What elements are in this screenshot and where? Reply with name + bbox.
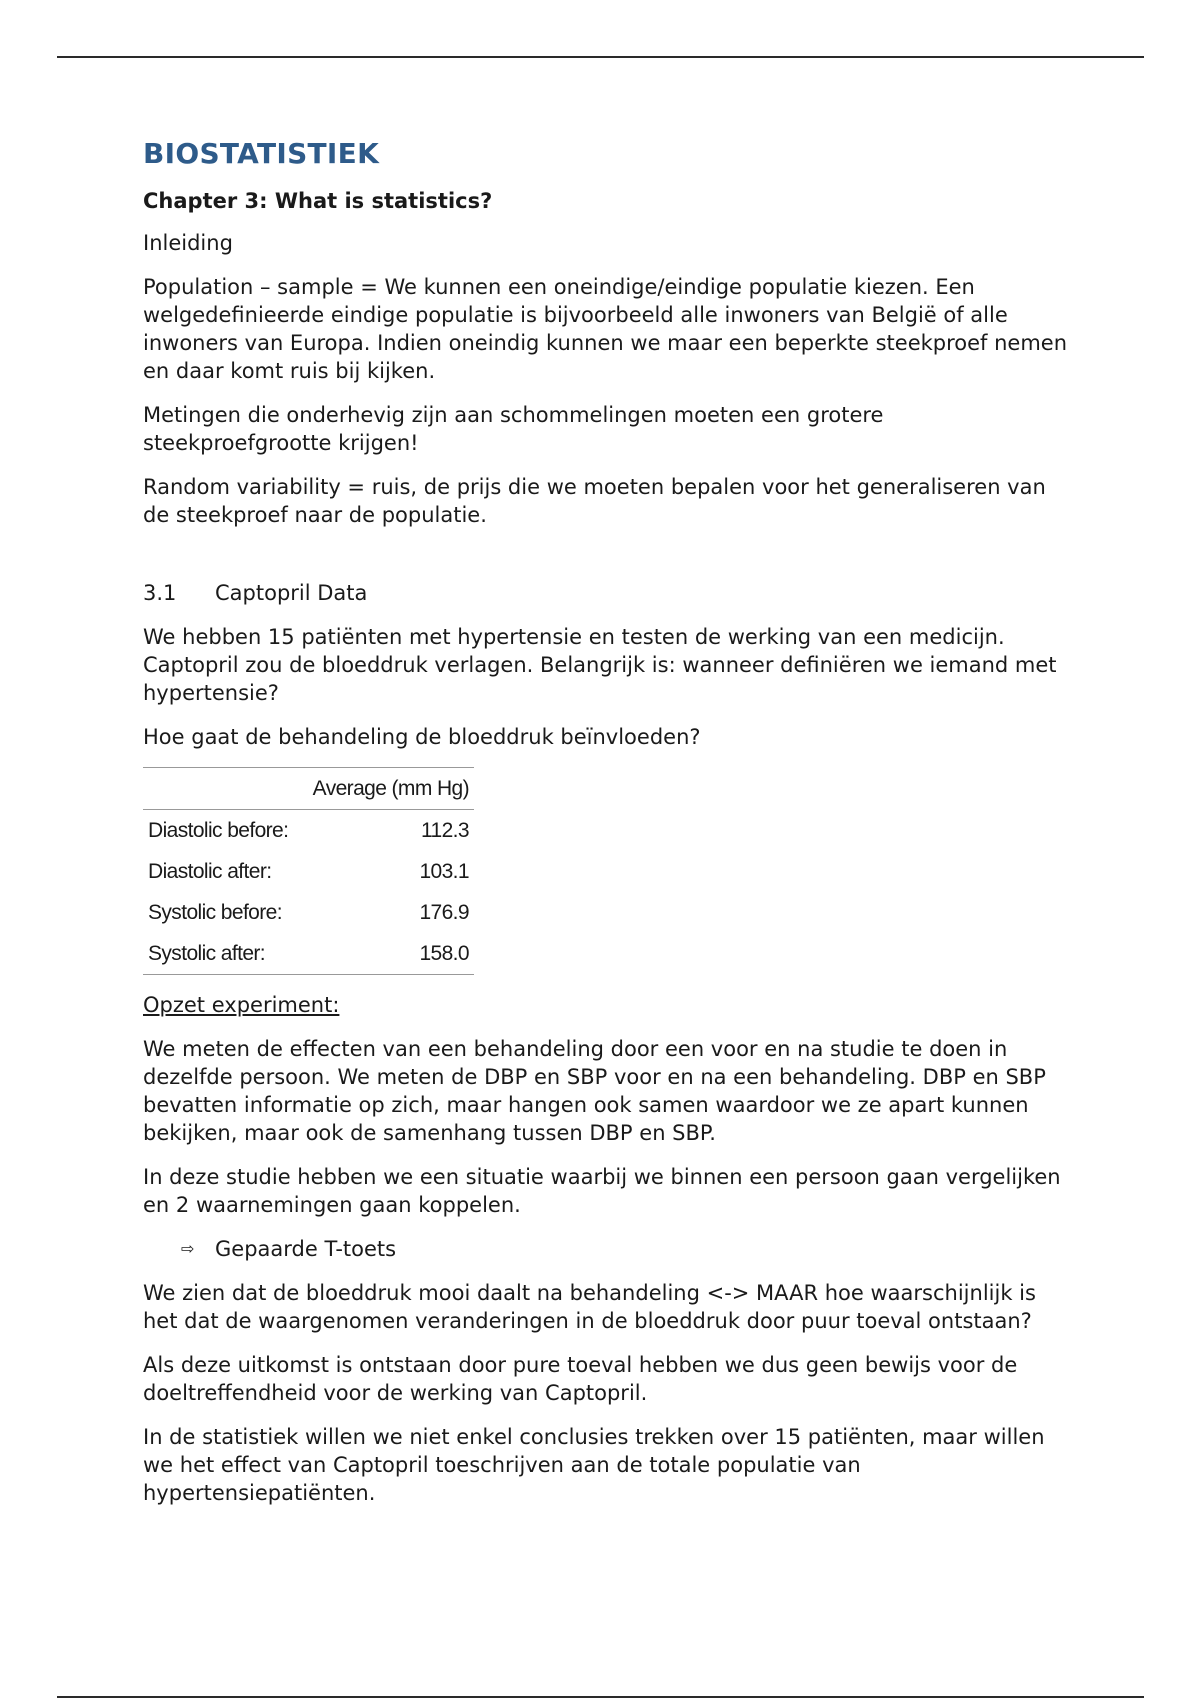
intro-paragraph: Population – sample = We kunnen een oneindige/eindige populatie kiezen. Een welgedefinieerde eindige populatie is bijvoorbeeld alle inwoners van België of alle inwoners van Europa. Indien oneindig kunnen we maar een beperkte steekproef nemen en daar komt ruis bij kijken. [143,275,1068,383]
page-content [143,136,1073,1523]
intro-paragraph: Random variability = ruis, de prijs die we moeten bepalen voor het generaliseren van de steekproef naar de populatie. [143,475,1046,527]
section-paragraph: We hebben 15 patiënten met hypertensie en testen de werking van een medicijn. Captopril zou de bloeddruk verlagen. Belangrijk is: wanneer definiëren we iemand met hypertensie? [143,625,1057,705]
document-title: BIOSTATISTIEK [143,137,380,170]
arrow-right-outline-icon: ⇨ [181,1239,195,1258]
table-row [143,892,474,933]
row-value: 176.9 [419,900,469,924]
footer-rule [57,1696,1144,1698]
experiment-heading: Opzet experiment: [143,993,340,1017]
closing-paragraph: We zien dat de bloeddruk mooi daalt na behandeling <-> MAAR hoe waarschijnlijk is het dat de waargenomen veranderingen in de bloeddruk door puur toeval ontstaan? [143,1281,1036,1333]
row-label: Systolic before: [148,900,282,924]
row-label: Diastolic before: [148,818,289,842]
section-paragraph: Hoe gaat de behandeling de bloeddruk beïnvloeden? [143,725,701,749]
experiment-paragraph: We meten de effecten van een behandeling door een voor en na studie te doen in dezelfde persoon. We meten de DBP en SBP voor en na een behandeling. DBP en SBP bevatten informatie op zich, maar hangen ook samen waardoor we ze apart kunnen bekijken, maar ook de samenhang tussen DBP en SBP. [143,1037,1046,1145]
bullet-text: Gepaarde T-toets [215,1237,397,1261]
row-value: 158.0 [419,941,469,965]
table-header-row [143,768,474,810]
closing-paragraph: In de statistiek willen we niet enkel conclusies trekken over 15 patiënten, maar willen we het effect van Captopril toeschrijven aan de totale populatie van hypertensiepatiënten. [143,1425,1045,1505]
section-title: Captopril Data [215,581,368,605]
intro-heading: Inleiding [143,231,233,255]
table-row [143,810,474,852]
row-value: 112.3 [421,818,469,842]
table-row [143,851,474,892]
closing-paragraph: Als deze uitkomst is ontstaan door pure toeval hebben we dus geen bewijs voor de doeltreffendheid voor de werking van Captopril. [143,1353,1018,1405]
table-header: Average (mm Hg) [312,776,469,800]
table-row [143,933,474,975]
chapter-heading: Chapter 3: What is statistics? [143,189,493,213]
section-heading [143,579,1073,607]
row-label: Diastolic after: [148,859,272,883]
intro-paragraph: Metingen die onderhevig zijn aan schommelingen moeten een grotere steekproefgrootte krijgen! [143,403,884,455]
bullet-item [181,1235,1073,1263]
row-value: 103.1 [419,859,469,883]
experiment-paragraph: In deze studie hebben we een situatie waarbij we binnen een persoon gaan vergelijken en 2 waarnemingen gaan koppelen. [143,1165,1061,1217]
section-number: 3.1 [143,581,177,605]
header-rule [57,56,1144,58]
row-label: Systolic after: [148,941,266,965]
blood-pressure-table [143,767,474,975]
